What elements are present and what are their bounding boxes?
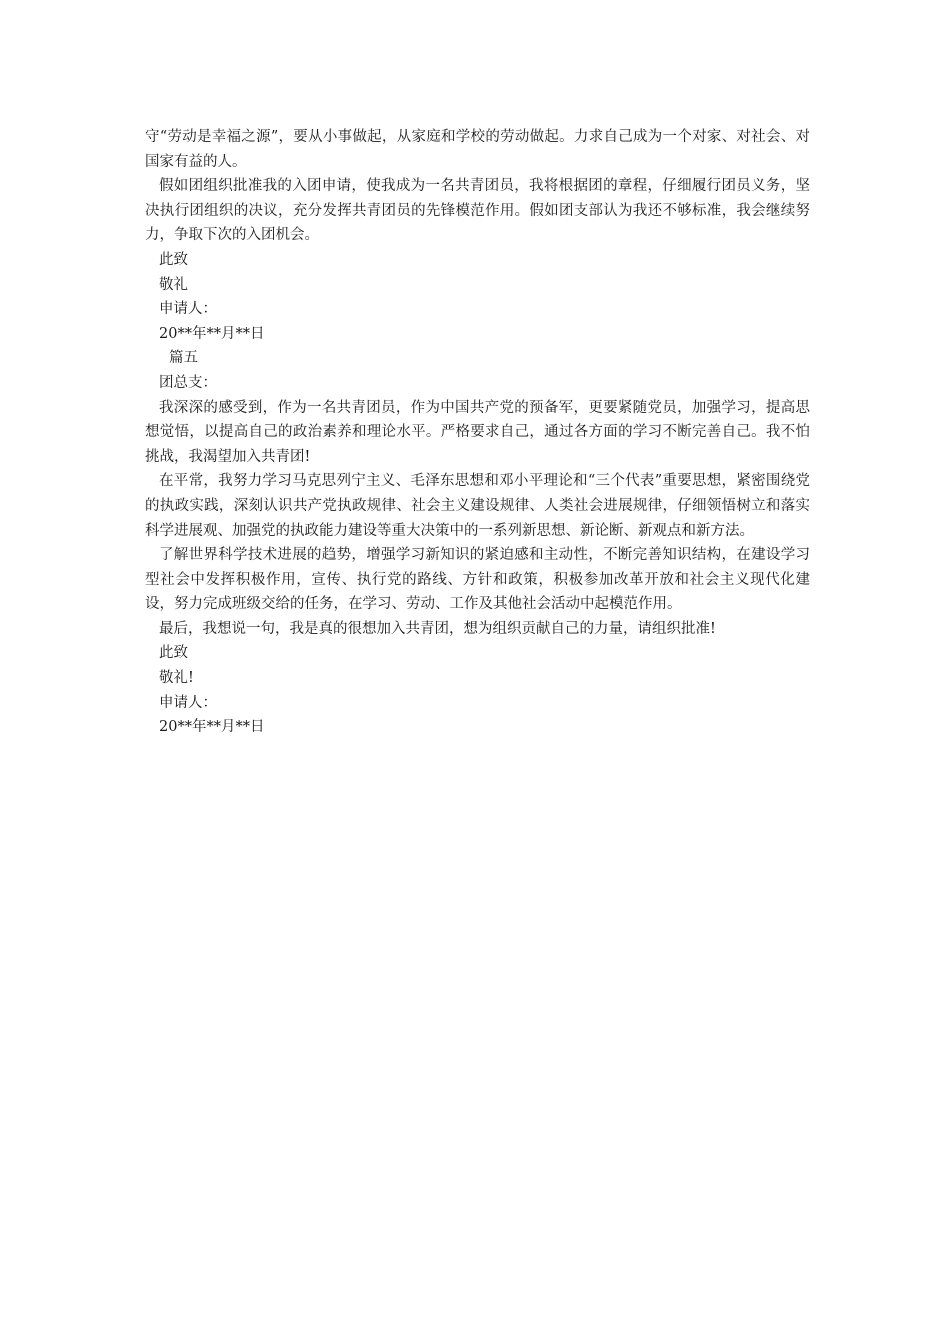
date-line: 20**年**月**日 (159, 719, 265, 736)
salutation: 团总支： (159, 374, 217, 391)
closing-cizhi: 此致 (159, 251, 188, 268)
document-body (145, 125, 810, 740)
paragraph-2: 在平常，我努力学习马克思列宁主义、毛泽东思想和邓小平理论和“三个代表”重要思想，紧密围绕党的执政实践，深刻认识共产党执政规律、社会主义建设规律、人类社会进展规律，仔细领悟树立和落实科学进展观、加强党的执政能力建设等重大决策中的一系列新思想、新论断、新观点和新方法。 (145, 473, 810, 539)
closing-cizhi: 此致 (159, 645, 188, 662)
applicant-label: 申请人： (159, 301, 217, 318)
section-heading: 篇五 (169, 350, 198, 367)
paragraph-continuation: 守“劳动是幸福之源”，要从小事做起，从家庭和学校的劳动做起。力求自己成为一个对家、对社会、对国家有益的人。 (145, 129, 810, 170)
paragraph-1: 我深深的感受到，作为一名共青团员，作为中国共产党的预备军，更要紧随党员，加强学习，提高思想觉悟，以提高自己的政治素养和理论水平。严格要求自己，通过各方面的学习不断完善自己。我不怕挑战，我渴望加入共青团! (145, 399, 810, 465)
closing-jingli: 敬礼! (159, 670, 194, 687)
paragraph-commitment: 假如团组织批准我的入团申请，使我成为一名共青团员，我将根据团的章程，仔细履行团员义务，坚决执行团组织的决议，充分发挥共青团员的先锋模范作用。假如团支部认为我还不够标准，我会继续努力，争取下次的入团机会。 (145, 178, 810, 244)
closing-jingli: 敬礼 (159, 276, 188, 293)
applicant-label: 申请人： (159, 694, 217, 711)
date-line: 20**年**月**日 (159, 325, 265, 342)
paragraph-4: 最后，我想说一句，我是真的很想加入共青团，想为组织贡献自己的力量，请组织批准! (159, 620, 716, 637)
paragraph-3: 了解世界科学技术进展的趋势，增强学习新知识的紧迫感和主动性，不断完善知识结构，在建设学习型社会中发挥积极作用，宣传、执行党的路线、方针和政策，积极参加改革开放和社会主义现代化建设，努力完成班级交给的任务，在学习、劳动、工作及其他社会活动中起模范作用。 (145, 547, 810, 613)
